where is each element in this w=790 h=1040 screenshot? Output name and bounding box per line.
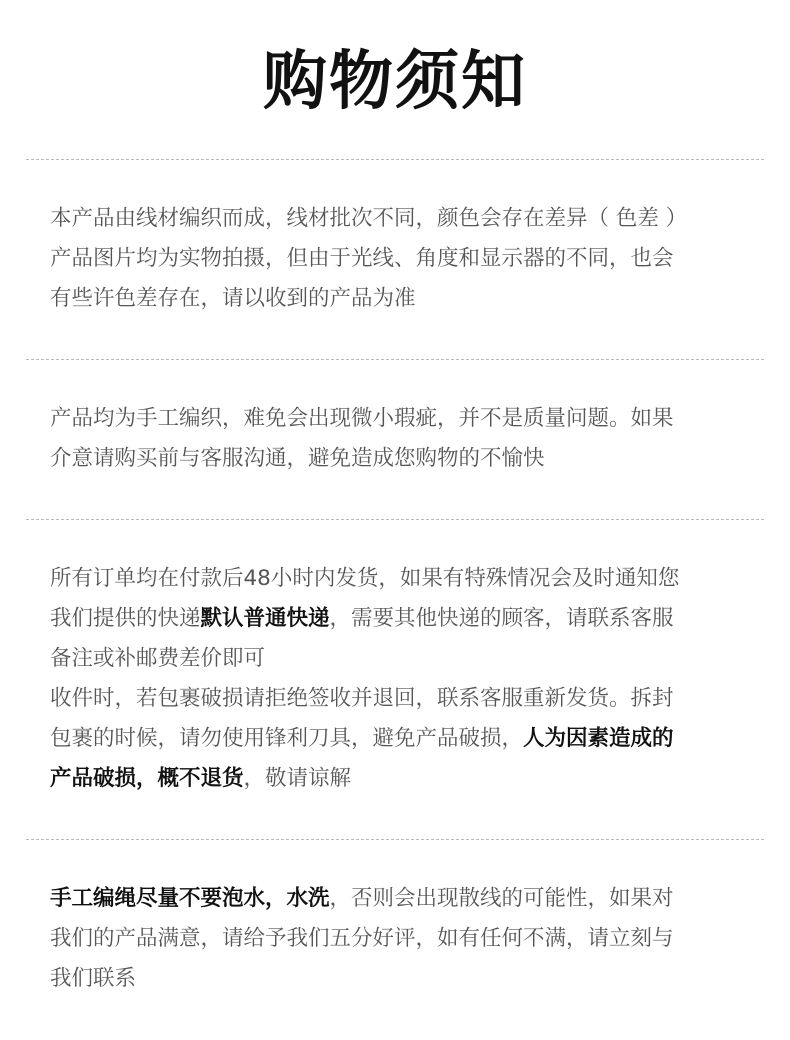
emphasis-text: 人为因素造成的: [523, 726, 674, 751]
text-line: 手工编绳尽量不要泡水，水洗，否则会出现散线的可能性，如果对: [50, 886, 674, 911]
notice-washing-and-feedback: [50, 879, 746, 999]
text-line: 我们联系: [50, 966, 137, 991]
notice-shipping: [50, 559, 746, 799]
text-line: 产品破损，概不退货，敬请谅解: [50, 766, 352, 791]
text-line: 收件时，若包裹破损请拒绝签收并退回，联系客服重新发货。拆封: [50, 686, 674, 711]
section-divider: [26, 839, 764, 840]
text-line: 我们的产品满意，请给予我们五分好评，如有任何不满，请立刻与: [50, 926, 674, 951]
emphasis-text: 默认普通快递: [200, 606, 330, 631]
emphasis-text: 手工编绳尽量不要泡水，水洗: [50, 886, 330, 911]
section-divider: [26, 519, 764, 520]
text-line: 有些许色差存在，请以收到的产品为准: [50, 286, 416, 311]
text-line: 介意请购买前与客服沟通，避免造成您购物的不愉快: [50, 446, 545, 471]
emphasis-text: 产品破损，概不退货: [50, 766, 244, 791]
section-divider: [26, 359, 764, 360]
notice-color-difference: [50, 199, 746, 319]
section-divider: [26, 159, 764, 160]
text-line: 备注或补邮费差价即可: [50, 646, 266, 671]
page-title: 购物须知: [263, 44, 527, 119]
text-line: 产品均为手工编织，难免会出现微小瑕疵，并不是质量问题。如果: [50, 406, 674, 431]
text-line: 产品图片均为实物拍摄，但由于光线、角度和显示器的不同，也会: [50, 246, 674, 271]
text-line: 本产品由线材编织而成，线材批次不同，颜色会存在差异（ 色差 ）: [50, 206, 688, 231]
text-line: 包裹的时候，请勿使用锋利刀具，避免产品破损，人为因素造成的: [50, 726, 674, 751]
text-line: 我们提供的快递默认普通快递，需要其他快递的顾客，请联系客服: [50, 606, 674, 631]
notice-handmade-flaws: [50, 399, 746, 479]
text-line: 所有订单均在付款后48小时内发货，如果有特殊情况会及时通知您: [50, 566, 680, 591]
